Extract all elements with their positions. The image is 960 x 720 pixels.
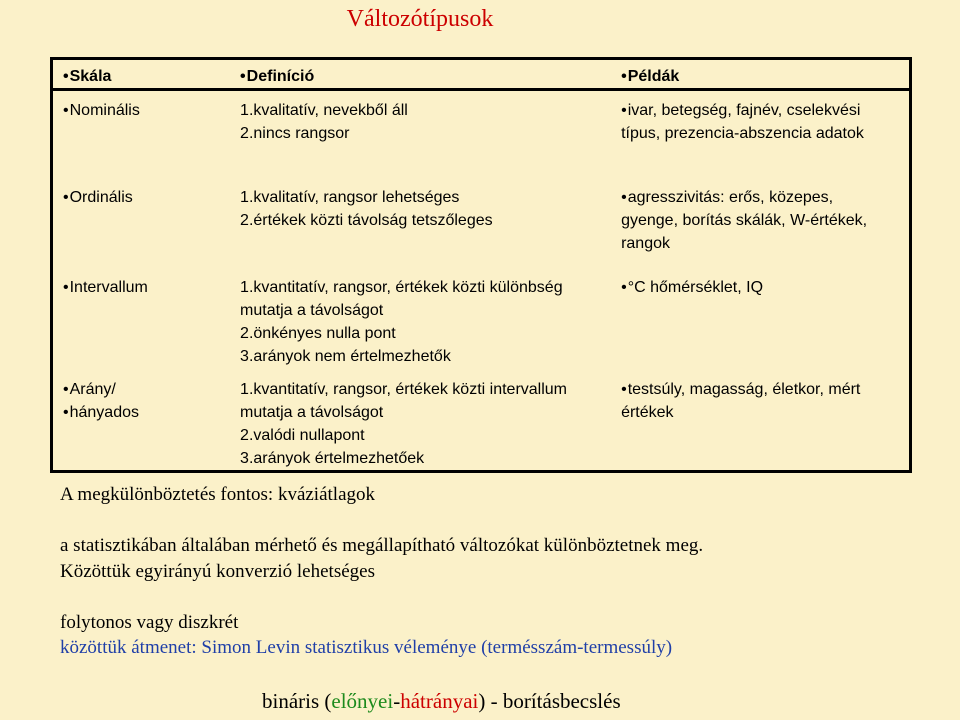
distinction-note: A megkülönböztetés fontos: kváziátlagok xyxy=(60,484,376,505)
variable-types-table xyxy=(50,57,912,473)
example-line: értékek xyxy=(621,403,674,421)
binary-prefix: bináris ( xyxy=(262,689,332,713)
scale-name: • hányados xyxy=(63,401,232,424)
definition-line: 1.kvalitatív, rangsor lehetséges xyxy=(240,188,460,206)
header-definition: • Definíció xyxy=(232,59,611,90)
example-line: rangok xyxy=(621,234,670,252)
definition-line: mutatja a távolságot xyxy=(240,403,384,421)
table-header-row xyxy=(52,59,911,90)
continuous-discrete-note: folytonos vagy diszkrét xyxy=(60,612,239,633)
example-line: típus, prezencia-abszencia adatok xyxy=(621,125,864,142)
table-row xyxy=(52,370,911,472)
slide-title: Változótípusok xyxy=(346,6,494,32)
definition-line: 1.kvantitatív, rangsor, értékek közti intervallum xyxy=(240,380,567,398)
measurable-note: a statisztikában általában mérhető és megállapítható változókat különböztetnek meg. xyxy=(60,535,704,556)
definition-line: 1.kvantitatív, rangsor, értékek közti különbség xyxy=(240,278,563,296)
definition-line: 3.arányok értelmezhetőek xyxy=(240,449,425,467)
example-line: • testsúly, magasság, életkor, mért xyxy=(621,378,909,401)
example-line: • °C hőmérséklet, IQ xyxy=(621,276,909,299)
definition-line: mutatja a távolságot xyxy=(240,301,384,319)
transition-note: közöttük átmenet: Simon Levin statisztikus véleménye (termésszám-termessúly) xyxy=(60,637,673,658)
example-line: • agresszivitás: erős, közepes, xyxy=(621,186,909,209)
definition-line: 2.értékek közti távolság tetszőleges xyxy=(240,211,493,229)
binary-cons: hátrányai xyxy=(400,689,479,713)
scale-name: • Arány/ xyxy=(63,378,232,401)
definition-line: 2.önkényes nulla pont xyxy=(240,324,396,342)
header-examples: • Példák xyxy=(611,59,910,90)
header-scale: • Skála xyxy=(52,59,233,90)
binary-dash: - xyxy=(393,689,401,713)
definition-line: 1.kvalitatív, nevekből áll xyxy=(240,102,408,119)
scale-name: • Nominális xyxy=(63,99,232,122)
conversion-note: Közöttük egyirányú konverzió lehetséges xyxy=(60,561,375,582)
example-line: • ivar, betegség, fajnév, cselekvési xyxy=(621,99,909,122)
binary-pros: előnyei xyxy=(331,689,394,713)
binary-note xyxy=(262,689,621,713)
table-row xyxy=(52,90,911,178)
scale-name: • Ordinális xyxy=(63,186,232,209)
definition-line: 2.nincs rangsor xyxy=(240,125,350,142)
table-row xyxy=(52,178,911,268)
table-row xyxy=(52,268,911,370)
definition-line: 2.valódi nullapont xyxy=(240,426,365,444)
example-line: gyenge, borítás skálák, W-értékek, xyxy=(621,211,868,229)
binary-suffix: ) - borításbecslés xyxy=(478,689,621,713)
definition-line: 3.arányok nem értelmezhetők xyxy=(240,347,451,365)
scale-name: • Intervallum xyxy=(63,276,232,299)
